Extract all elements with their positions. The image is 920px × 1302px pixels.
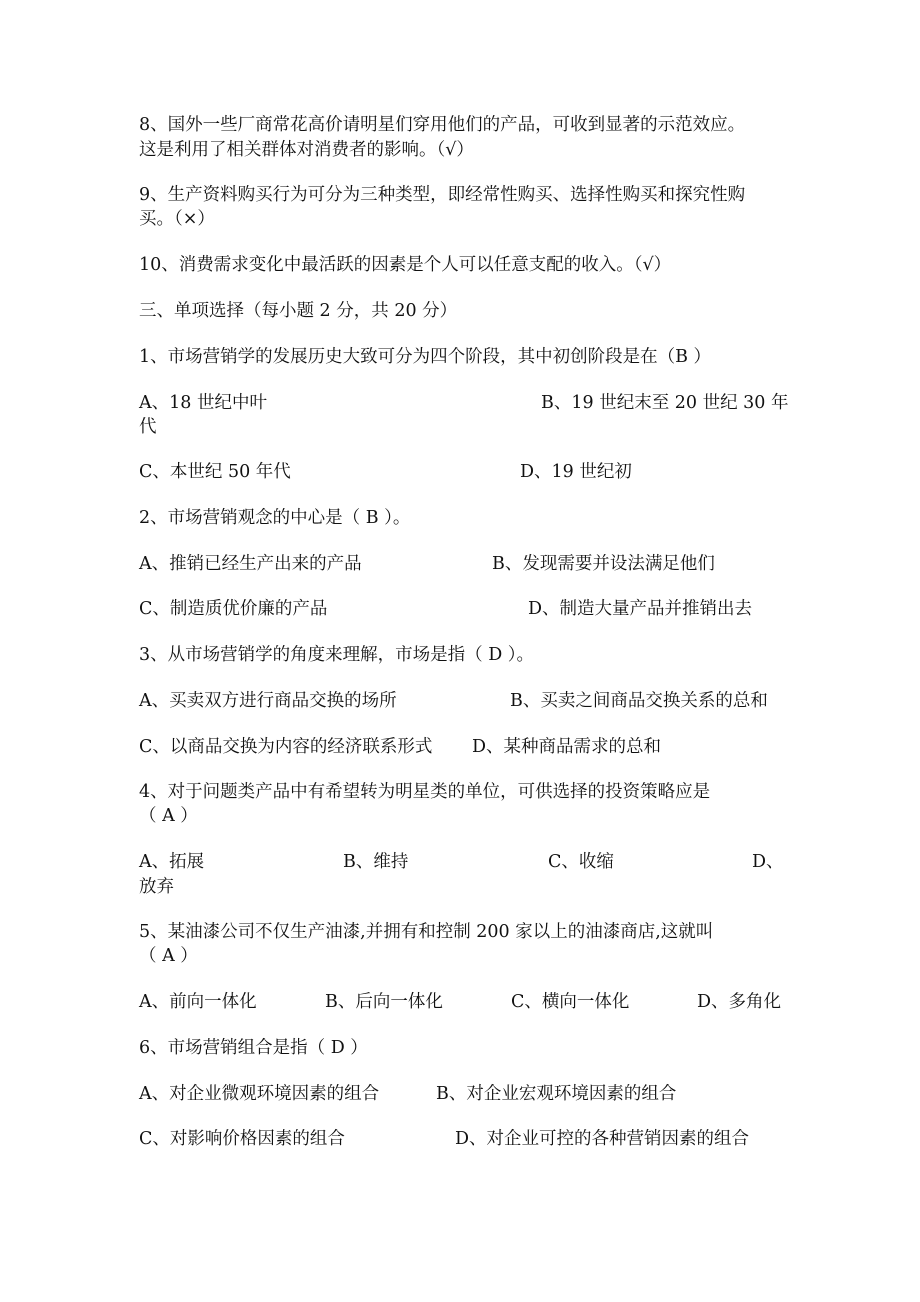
question-1-option-b-wrap: 代 xyxy=(139,417,157,437)
question-6-stem: 6、市场营销组合是指（ D ） xyxy=(139,1038,368,1058)
question-3-stem: 3、从市场营销学的角度来理解，市场是指（ D ）。 xyxy=(139,645,535,665)
question-5-option-c: C、横向一体化 xyxy=(511,992,630,1012)
question-4-option-a: A、拓展 xyxy=(139,852,205,872)
question-5-stem: 5、某油漆公司不仅生产油漆,并拥有和控制 200 家以上的油漆商店,这就叫 xyxy=(139,922,714,942)
question-4-option-d-wrap: 放弃 xyxy=(139,877,174,897)
question-5-answer: （ A ） xyxy=(139,946,198,966)
question-6-option-b: B、对企业宏观环境因素的组合 xyxy=(436,1084,677,1104)
question-5-option-a: A、前向一体化 xyxy=(139,992,257,1012)
judgement-8-line2: 这是利用了相关群体对消费者的影响。（√） xyxy=(139,140,474,160)
question-1-option-b: B、19 世纪末至 20 世纪 30 年 xyxy=(541,393,789,413)
question-4-option-d: D、 xyxy=(752,852,784,872)
question-5-option-b: B、后向一体化 xyxy=(325,992,443,1012)
judgement-10: 10、消费需求变化中最活跃的因素是个人可以任意支配的收入。（√） xyxy=(139,255,672,275)
question-6-option-d: D、对企业可控的各种营销因素的组合 xyxy=(455,1129,750,1149)
question-3-option-c: C、以商品交换为内容的经济联系形式 xyxy=(139,737,433,757)
question-1-option-a: A、18 世纪中叶 xyxy=(139,393,267,413)
judgement-8-line1: 8、国外一些厂商常花高价请明星们穿用他们的产品，可收到显著的示范效应。 xyxy=(139,115,746,135)
question-2-option-a: A、推销已经生产出来的产品 xyxy=(139,554,362,574)
question-3-option-b: B、买卖之间商品交换关系的总和 xyxy=(510,691,768,711)
question-3-option-a: A、买卖双方进行商品交换的场所 xyxy=(139,691,397,711)
question-1-stem: 1、市场营销学的发展历史大致可分为四个阶段，其中初创阶段是在（B ） xyxy=(139,347,712,367)
question-5-option-d: D、多角化 xyxy=(697,992,782,1012)
question-4-option-b: B、维持 xyxy=(343,852,409,872)
question-4-answer: （ A ） xyxy=(139,806,198,826)
question-6-option-c: C、对影响价格因素的组合 xyxy=(139,1129,345,1149)
question-2-option-c: C、制造质优价廉的产品 xyxy=(139,599,328,619)
question-4-stem: 4、对于问题类产品中有希望转为明星类的单位，可供选择的投资策略应是 xyxy=(139,782,711,802)
question-3-option-d: D、某种商品需求的总和 xyxy=(472,737,662,757)
question-2-stem: 2、市场营销观念的中心是（ B ）。 xyxy=(139,508,411,528)
question-2-option-b: B、发现需要并设法满足他们 xyxy=(492,554,715,574)
judgement-9-line2: 买。（×） xyxy=(139,209,215,229)
judgement-9-line1: 9、生产资料购买行为可分为三种类型，即经常性购买、选择性购买和探究性购 xyxy=(139,185,746,205)
question-2-option-d: D、制造大量产品并推销出去 xyxy=(528,599,753,619)
section-heading: 三、单项选择（每小题 2 分，共 20 分） xyxy=(139,301,458,321)
question-1-option-d: D、19 世纪初 xyxy=(520,462,632,482)
question-4-option-c: C、收缩 xyxy=(548,852,614,872)
question-1-option-c: C、本世纪 50 年代 xyxy=(139,462,291,482)
question-6-option-a: A、对企业微观环境因素的组合 xyxy=(139,1084,380,1104)
